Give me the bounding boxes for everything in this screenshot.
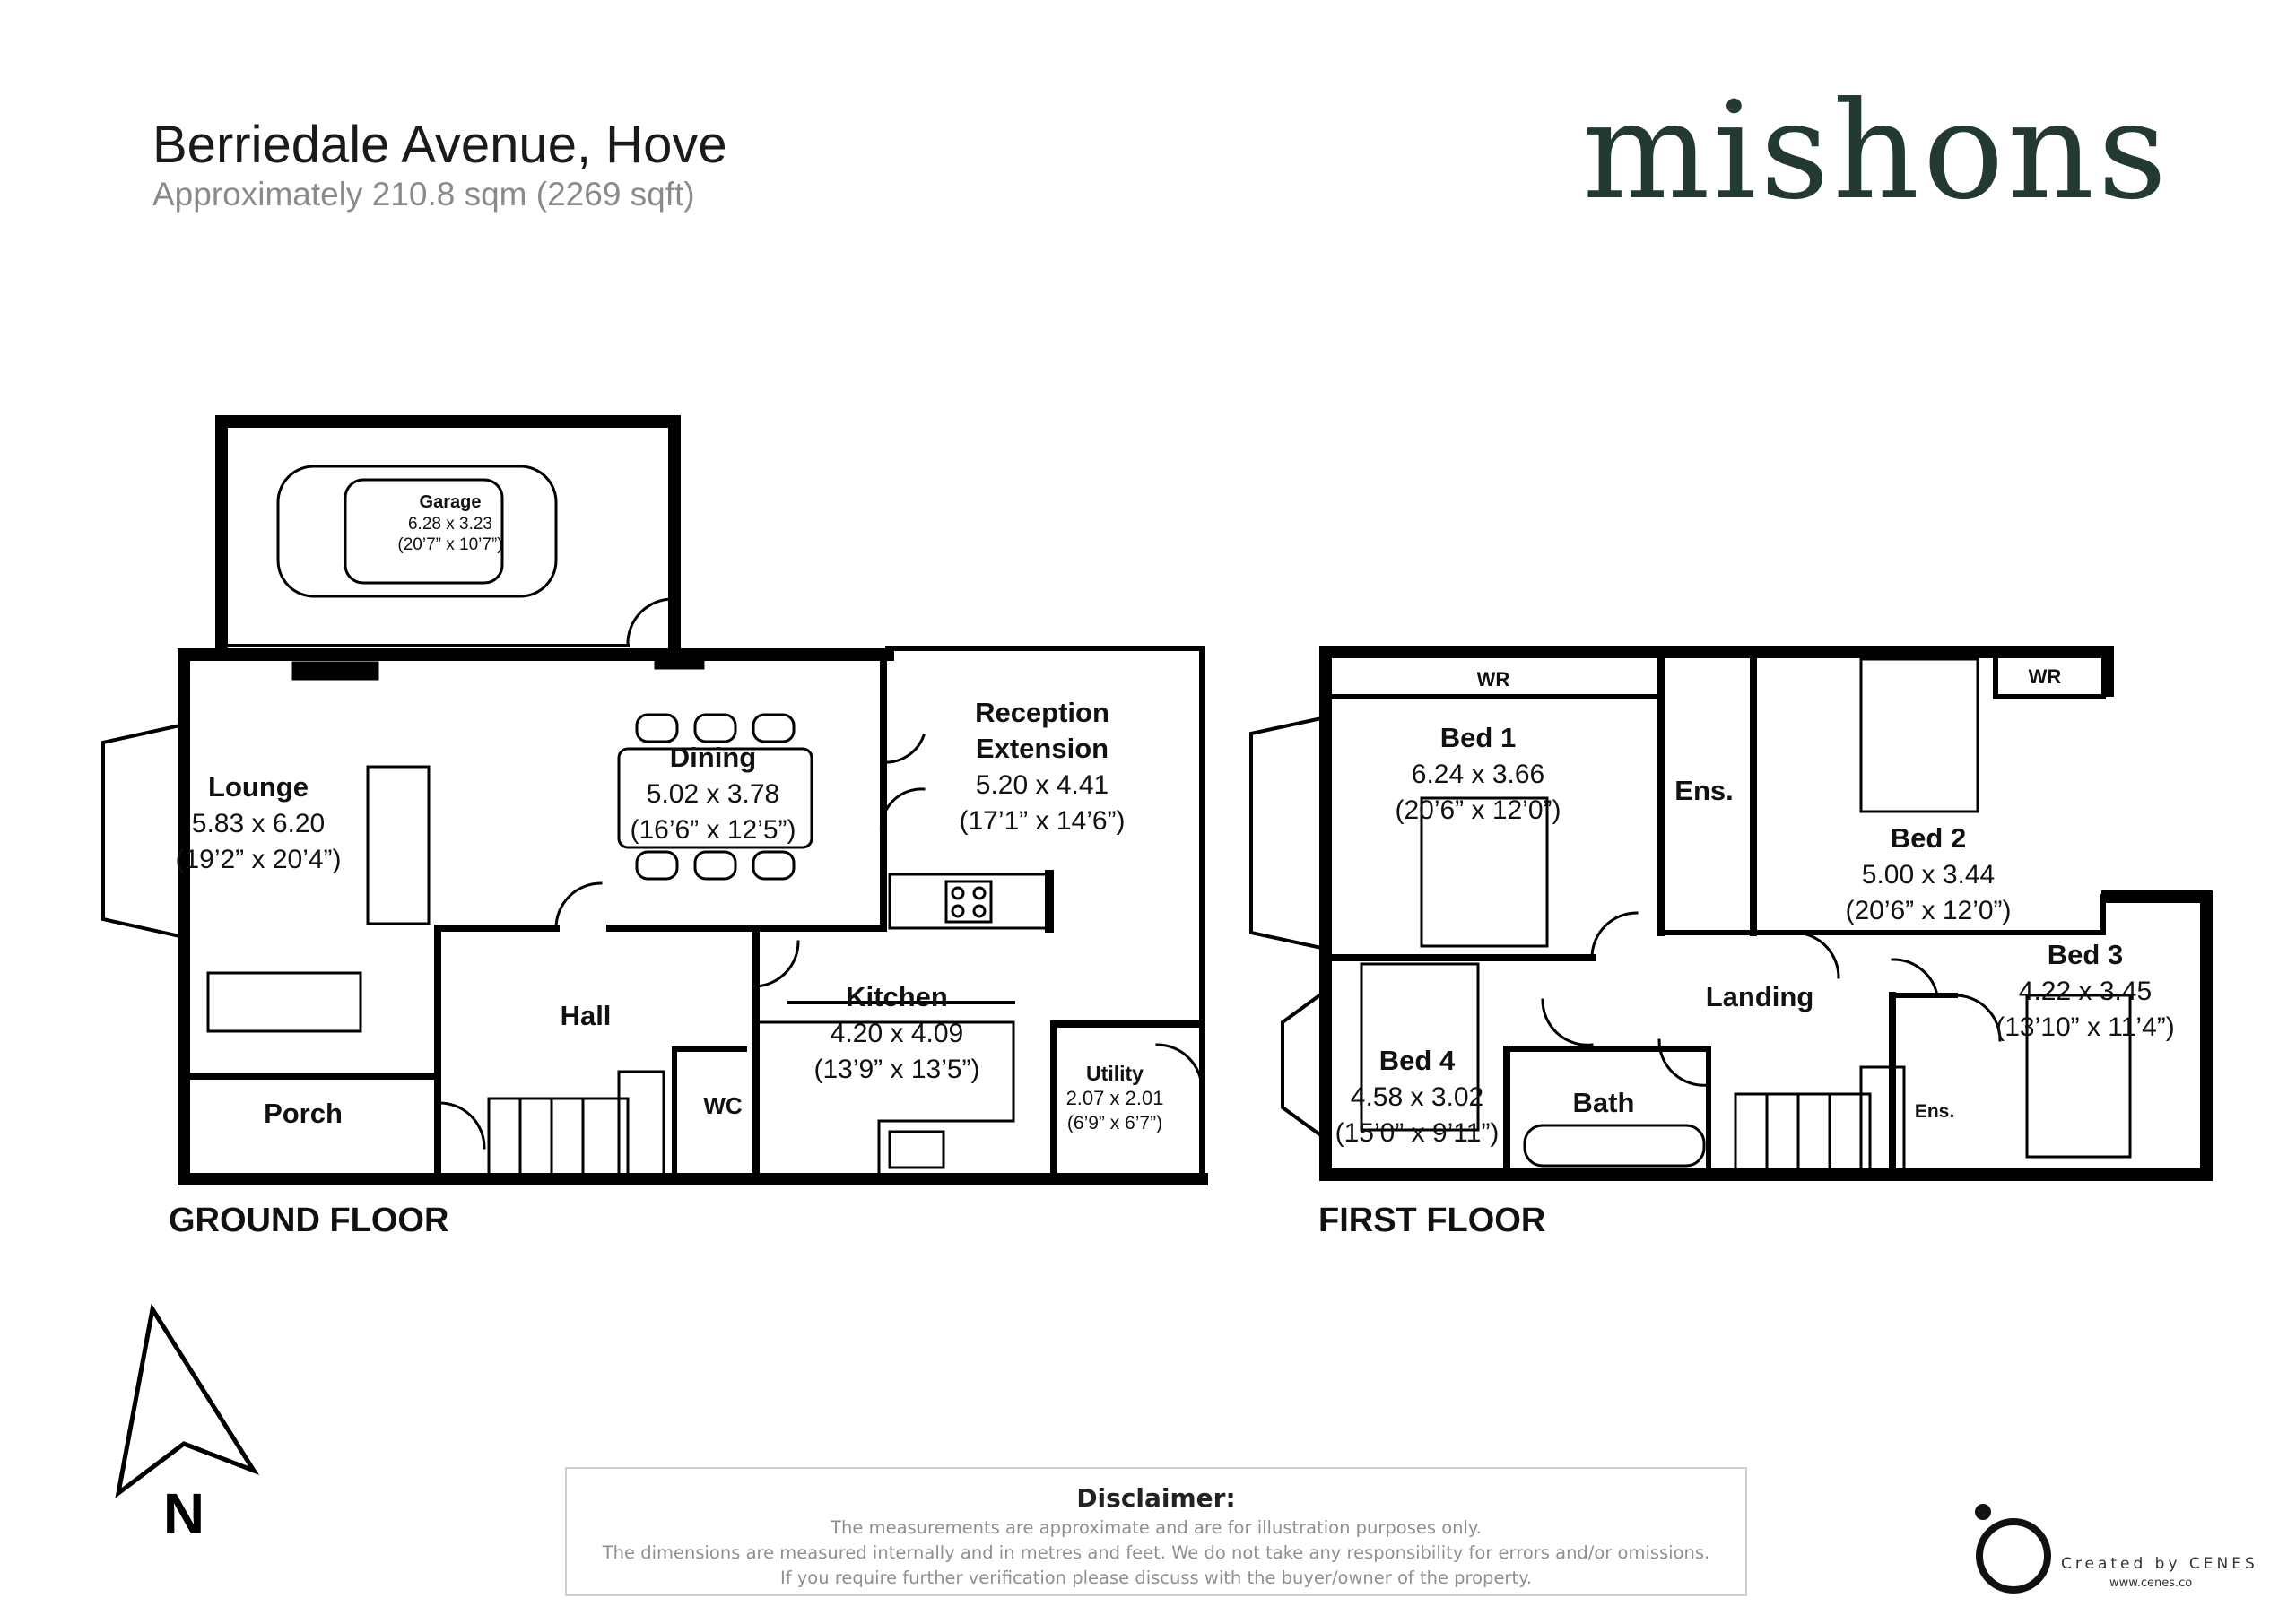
kitchen-label: Kitchen [846,981,948,1012]
brand-logo: mishons [1582,74,2170,230]
bed2-dim-m: 5.00 x 3.44 [1861,860,1996,890]
disclaimer-line-3: If you require further verification please discuss with the buyer/owner of the property. [779,1568,1533,1588]
wr2-label: WR [2028,665,2062,688]
north-arrow-icon [118,1309,254,1546]
garage-label: Garage [419,492,482,512]
utility-dim-ft: (6’9” x 6’7”) [1066,1113,1163,1133]
hall-label: Hall [560,1000,612,1031]
lounge-dim-m: 5.83 x 6.20 [191,809,326,838]
north-label: N [162,1481,205,1546]
reception-dim-m: 5.20 x 4.41 [975,770,1109,800]
ground-floor-label: GROUND FLOOR [169,1202,449,1239]
sofa-icon [208,767,429,1031]
reception-dim-ft: (17’1” x 14’6”) [959,806,1126,836]
disclaimer-box [565,1467,1747,1596]
landing-label: Landing [1705,981,1814,1012]
kitchen-dim-m: 4.20 x 4.09 [830,1019,964,1048]
bed3-label: Bed 3 [2047,939,2124,970]
bed4-dim-ft: (15’0” x 9’11”) [1335,1118,1500,1148]
lounge-dim-ft: (19’2” x 20’4”) [175,845,342,874]
lounge-label: Lounge [208,771,309,803]
reception-label-2: Extension [975,733,1109,764]
credit-url: www.cenes.co [2109,1576,2193,1590]
ens1-label: Ens. [1674,775,1734,806]
bed1-label: Bed 1 [1439,722,1517,753]
dining-dim-m: 5.02 x 3.78 [646,779,780,809]
property-area: Approximately 210.8 sqm (2269 sqft) [152,176,695,213]
utility-dim-m: 2.07 x 2.01 [1065,1087,1164,1109]
credit-text: Created by CENES [2061,1555,2258,1573]
ens2-label: Ens. [1914,1101,1955,1122]
utility-label: Utility [1086,1062,1144,1085]
bed3-dim-ft: (13’10” x 11’4”) [1996,1012,2175,1042]
disclaimer-title: Disclaimer: [1076,1483,1236,1513]
bed2-dim-ft: (20’6” x 12’0”) [1845,896,2012,925]
first-floor-label: FIRST FLOOR [1318,1202,1546,1239]
kitchen-dim-ft: (13’9” x 13’5”) [813,1055,980,1084]
bed3-dim-m: 4.22 x 3.45 [2018,977,2152,1006]
bed4-label: Bed 4 [1378,1045,1456,1076]
reception-label-1: Reception [975,697,1109,728]
disclaimer-line-2: The dimensions are measured internally and in metres and feet. We do not take any responsibility for errors and/or omissions. [602,1542,1710,1563]
dining-label: Dining [669,742,757,773]
bathtub-icon [1525,1125,1704,1166]
bed1-dim-m: 6.24 x 3.66 [1411,760,1545,789]
porch-label: Porch [264,1098,343,1129]
bed1-dim-ft: (20’6” x 12’0”) [1395,795,1561,825]
wr1-label: WR [1476,668,1510,690]
stairs-icon [1735,1067,1904,1170]
wc-label: WC [703,1092,743,1119]
bath-label: Bath [1572,1087,1635,1118]
disclaimer-line-1: The measurements are approximate and are for illustration purposes only. [831,1517,1482,1538]
sink-icon [890,1132,944,1168]
garage-dim-m: 6.28 x 3.23 [407,515,493,534]
stairs-icon [489,1072,664,1175]
dining-dim-ft: (16’6” x 12’5”) [630,815,796,845]
property-title: Berriedale Avenue, Hove [152,116,727,174]
bed2-label: Bed 2 [1890,822,1967,854]
bed4-dim-m: 4.58 x 3.02 [1350,1082,1484,1112]
garage-dim-ft: (20’7” x 10’7”) [397,535,503,554]
hob-icon [946,881,991,922]
